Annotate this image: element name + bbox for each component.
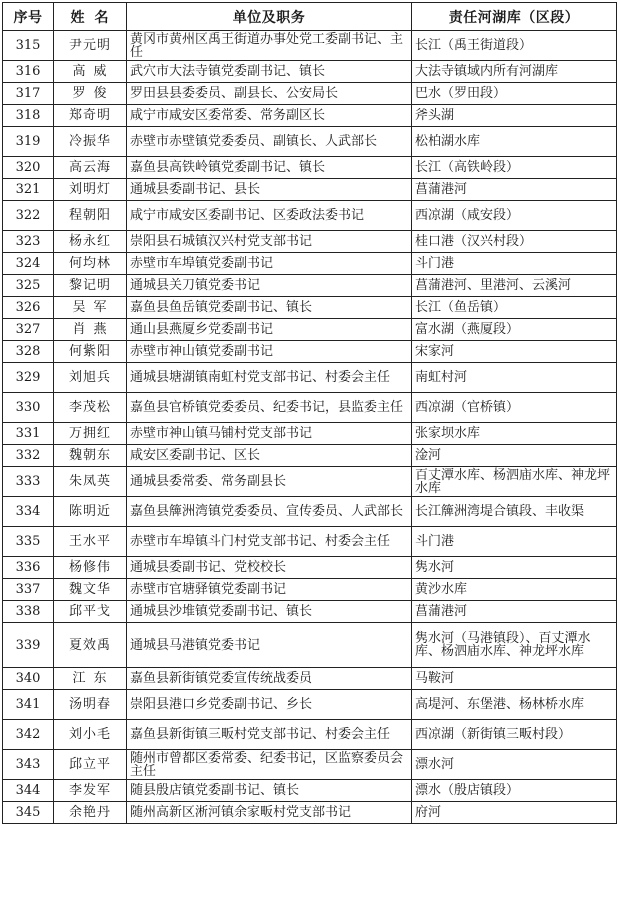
responsible-river-cell: 黄沙水库 <box>412 579 617 601</box>
responsible-river-cell: 松柏湖水库 <box>412 127 617 157</box>
serial-number-cell: 342 <box>3 720 54 750</box>
serial-number-cell: 317 <box>3 83 54 105</box>
table-row <box>3 297 617 319</box>
serial-number-cell: 335 <box>3 527 54 557</box>
table-row <box>3 720 617 750</box>
unit-position-cell: 嘉鱼县新街镇三畈村党支部书记、村委会主任 <box>127 720 412 750</box>
table-row <box>3 802 617 824</box>
serial-number-cell: 325 <box>3 275 54 297</box>
table-row <box>3 319 617 341</box>
unit-position-cell: 嘉鱼县官桥镇党委委员、纪委书记，县监委主任 <box>127 393 412 423</box>
table-row <box>3 690 617 720</box>
table-row <box>3 253 617 275</box>
responsible-river-cell: 斗门港 <box>412 527 617 557</box>
serial-number-cell: 336 <box>3 557 54 579</box>
serial-number-cell: 320 <box>3 157 54 179</box>
serial-number-cell: 323 <box>3 231 54 253</box>
table-row <box>3 157 617 179</box>
unit-position-cell: 嘉鱼县簰洲湾镇党委委员、宣传委员、人武部长 <box>127 497 412 527</box>
serial-number-cell: 326 <box>3 297 54 319</box>
table-row <box>3 668 617 690</box>
table-row <box>3 83 617 105</box>
serial-number-cell: 344 <box>3 780 54 802</box>
unit-position-cell: 嘉鱼县高铁岭镇党委副书记、镇长 <box>127 157 412 179</box>
name-cell: 高云海 <box>54 157 127 179</box>
table-row <box>3 127 617 157</box>
serial-number-cell: 315 <box>3 31 54 61</box>
responsible-river-cell: 西凉湖（咸安段） <box>412 201 617 231</box>
unit-position-cell: 赤壁市车埠镇党委副书记 <box>127 253 412 275</box>
header-name: 姓名 <box>54 3 127 31</box>
unit-position-cell: 罗田县县委委员、副县长、公安局长 <box>127 83 412 105</box>
unit-position-cell: 随州市曾都区委常委、纪委书记，区监察委员会主任 <box>127 750 412 780</box>
serial-number-cell: 329 <box>3 363 54 393</box>
responsible-river-cell: 隽水河 <box>412 557 617 579</box>
river-chief-table <box>2 2 617 824</box>
table-row <box>3 179 617 201</box>
table-row <box>3 557 617 579</box>
responsible-river-cell: 马鞍河 <box>412 668 617 690</box>
responsible-river-cell: 菖蒲港河、里港河、云溪河 <box>412 275 617 297</box>
responsible-river-cell: 长江簰洲湾堤合镇段、丰收渠 <box>412 497 617 527</box>
unit-position-cell: 通山县燕厦乡党委副书记 <box>127 319 412 341</box>
name-cell: 李茂松 <box>54 393 127 423</box>
unit-position-cell: 嘉鱼县鱼岳镇党委副书记、镇长 <box>127 297 412 319</box>
name-cell: 杨永红 <box>54 231 127 253</box>
name-cell: 邱立平 <box>54 750 127 780</box>
name-cell: 魏文华 <box>54 579 127 601</box>
serial-number-cell: 331 <box>3 423 54 445</box>
serial-number-cell: 333 <box>3 467 54 497</box>
table-row <box>3 231 617 253</box>
unit-position-cell: 嘉鱼县新街镇党委宣传统战委员 <box>127 668 412 690</box>
serial-number-cell: 345 <box>3 802 54 824</box>
responsible-river-cell: 长江（鱼岳镇） <box>412 297 617 319</box>
responsible-river-cell: 斗门港 <box>412 253 617 275</box>
serial-number-cell: 327 <box>3 319 54 341</box>
name-cell: 吴军 <box>54 297 127 319</box>
name-cell: 陈明近 <box>54 497 127 527</box>
table-row <box>3 393 617 423</box>
responsible-river-cell: 西凉湖（官桥镇） <box>412 393 617 423</box>
name-cell: 高威 <box>54 61 127 83</box>
name-cell: 肖燕 <box>54 319 127 341</box>
serial-number-cell: 316 <box>3 61 54 83</box>
serial-number-cell: 343 <box>3 750 54 780</box>
name-cell: 冷振华 <box>54 127 127 157</box>
unit-position-cell: 崇阳县港口乡党委副书记、乡长 <box>127 690 412 720</box>
unit-position-cell: 通城县马港镇党委书记 <box>127 623 412 668</box>
responsible-river-cell: 隽水河（马港镇段）、百丈潭水库、杨泗庙水库、神龙坪水库 <box>412 623 617 668</box>
unit-position-cell: 咸宁市咸安区委常委、常务副区长 <box>127 105 412 127</box>
serial-number-cell: 340 <box>3 668 54 690</box>
name-cell: 黎记明 <box>54 275 127 297</box>
unit-position-cell: 通城县塘湖镇南虹村党支部书记、村委会主任 <box>127 363 412 393</box>
header-row <box>3 3 617 31</box>
serial-number-cell: 322 <box>3 201 54 231</box>
serial-number-cell: 330 <box>3 393 54 423</box>
unit-position-cell: 赤壁市车埠镇斗门村党支部书记、村委会主任 <box>127 527 412 557</box>
unit-position-cell: 武穴市大法寺镇党委副书记、镇长 <box>127 61 412 83</box>
serial-number-cell: 321 <box>3 179 54 201</box>
serial-number-cell: 339 <box>3 623 54 668</box>
name-cell: 尹元明 <box>54 31 127 61</box>
name-cell: 程朝阳 <box>54 201 127 231</box>
name-cell: 刘旭兵 <box>54 363 127 393</box>
name-cell: 罗俊 <box>54 83 127 105</box>
serial-number-cell: 328 <box>3 341 54 363</box>
name-cell: 何紫阳 <box>54 341 127 363</box>
responsible-river-cell: 菖蒲港河 <box>412 179 617 201</box>
responsible-river-cell: 府河 <box>412 802 617 824</box>
name-cell: 郑奇明 <box>54 105 127 127</box>
table-row <box>3 527 617 557</box>
table-row <box>3 201 617 231</box>
table-row <box>3 579 617 601</box>
unit-position-cell: 赤壁市神山镇马铺村党支部书记 <box>127 423 412 445</box>
serial-number-cell: 341 <box>3 690 54 720</box>
responsible-river-cell: 菖蒲港河 <box>412 601 617 623</box>
unit-position-cell: 咸宁市咸安区委副书记、区委政法委书记 <box>127 201 412 231</box>
responsible-river-cell: 张家坝水库 <box>412 423 617 445</box>
table-row <box>3 31 617 61</box>
unit-position-cell: 通城县委副书记、县长 <box>127 179 412 201</box>
name-cell: 刘明灯 <box>54 179 127 201</box>
name-cell: 邱平戈 <box>54 601 127 623</box>
responsible-river-cell: 大法寺镇域内所有河湖库 <box>412 61 617 83</box>
unit-position-cell: 崇阳县石城镇汉兴村党支部书记 <box>127 231 412 253</box>
name-cell: 王水平 <box>54 527 127 557</box>
unit-position-cell: 黄冈市黄州区禹王街道办事处党工委副书记、主任 <box>127 31 412 61</box>
responsible-river-cell: 漂水河 <box>412 750 617 780</box>
responsible-river-cell: 斧头湖 <box>412 105 617 127</box>
unit-position-cell: 咸安区委副书记、区长 <box>127 445 412 467</box>
name-cell: 万拥红 <box>54 423 127 445</box>
table-row <box>3 61 617 83</box>
serial-number-cell: 334 <box>3 497 54 527</box>
responsible-river-cell: 巴水（罗田段） <box>412 83 617 105</box>
responsible-river-cell: 高堤河、东堡港、杨林桥水库 <box>412 690 617 720</box>
table-row <box>3 497 617 527</box>
unit-position-cell: 随县殷店镇党委副书记、镇长 <box>127 780 412 802</box>
table-row <box>3 601 617 623</box>
name-cell: 李发军 <box>54 780 127 802</box>
name-cell: 朱凤英 <box>54 467 127 497</box>
table-row <box>3 341 617 363</box>
name-cell: 汤明春 <box>54 690 127 720</box>
header-responsible-river: 责任河湖库（区段） <box>412 3 617 31</box>
name-cell: 夏效禹 <box>54 623 127 668</box>
responsible-river-cell: 宋家河 <box>412 341 617 363</box>
serial-number-cell: 318 <box>3 105 54 127</box>
name-cell: 江东 <box>54 668 127 690</box>
unit-position-cell: 通城县关刀镇党委书记 <box>127 275 412 297</box>
responsible-river-cell: 长江（高铁岭段） <box>412 157 617 179</box>
serial-number-cell: 338 <box>3 601 54 623</box>
unit-position-cell: 通城县委常委、常务副县长 <box>127 467 412 497</box>
unit-position-cell: 通城县委副书记、党校校长 <box>127 557 412 579</box>
unit-position-cell: 随州高新区淅河镇余家畈村党支部书记 <box>127 802 412 824</box>
name-cell: 余艳丹 <box>54 802 127 824</box>
responsible-river-cell: 漂水（殷店镇段） <box>412 780 617 802</box>
unit-position-cell: 赤壁市官塘驿镇党委副书记 <box>127 579 412 601</box>
responsible-river-cell: 百丈潭水库、杨泗庙水库、神龙坪水库 <box>412 467 617 497</box>
name-cell: 杨修伟 <box>54 557 127 579</box>
serial-number-cell: 337 <box>3 579 54 601</box>
responsible-river-cell: 富水湖（燕厦段） <box>412 319 617 341</box>
serial-number-cell: 324 <box>3 253 54 275</box>
serial-number-cell: 332 <box>3 445 54 467</box>
responsible-river-cell: 西凉湖（新街镇三畈村段） <box>412 720 617 750</box>
table-row <box>3 623 617 668</box>
serial-number-cell: 319 <box>3 127 54 157</box>
table-row <box>3 445 617 467</box>
name-cell: 何均林 <box>54 253 127 275</box>
responsible-river-cell: 南虹村河 <box>412 363 617 393</box>
responsible-river-cell: 桂口港（汉兴村段） <box>412 231 617 253</box>
header-unit-position: 单位及职务 <box>127 3 412 31</box>
table-row <box>3 423 617 445</box>
responsible-river-cell: 长江（禹王街道段） <box>412 31 617 61</box>
table-row <box>3 275 617 297</box>
table-row <box>3 467 617 497</box>
unit-position-cell: 赤壁市赤壁镇党委委员、副镇长、人武部长 <box>127 127 412 157</box>
name-cell: 魏朝东 <box>54 445 127 467</box>
unit-position-cell: 赤壁市神山镇党委副书记 <box>127 341 412 363</box>
name-cell: 刘小毛 <box>54 720 127 750</box>
table-row <box>3 363 617 393</box>
table-row <box>3 750 617 780</box>
header-serial-number: 序号 <box>3 3 54 31</box>
unit-position-cell: 通城县沙堆镇党委副书记、镇长 <box>127 601 412 623</box>
responsible-river-cell: 淦河 <box>412 445 617 467</box>
table-row <box>3 105 617 127</box>
table-row <box>3 780 617 802</box>
